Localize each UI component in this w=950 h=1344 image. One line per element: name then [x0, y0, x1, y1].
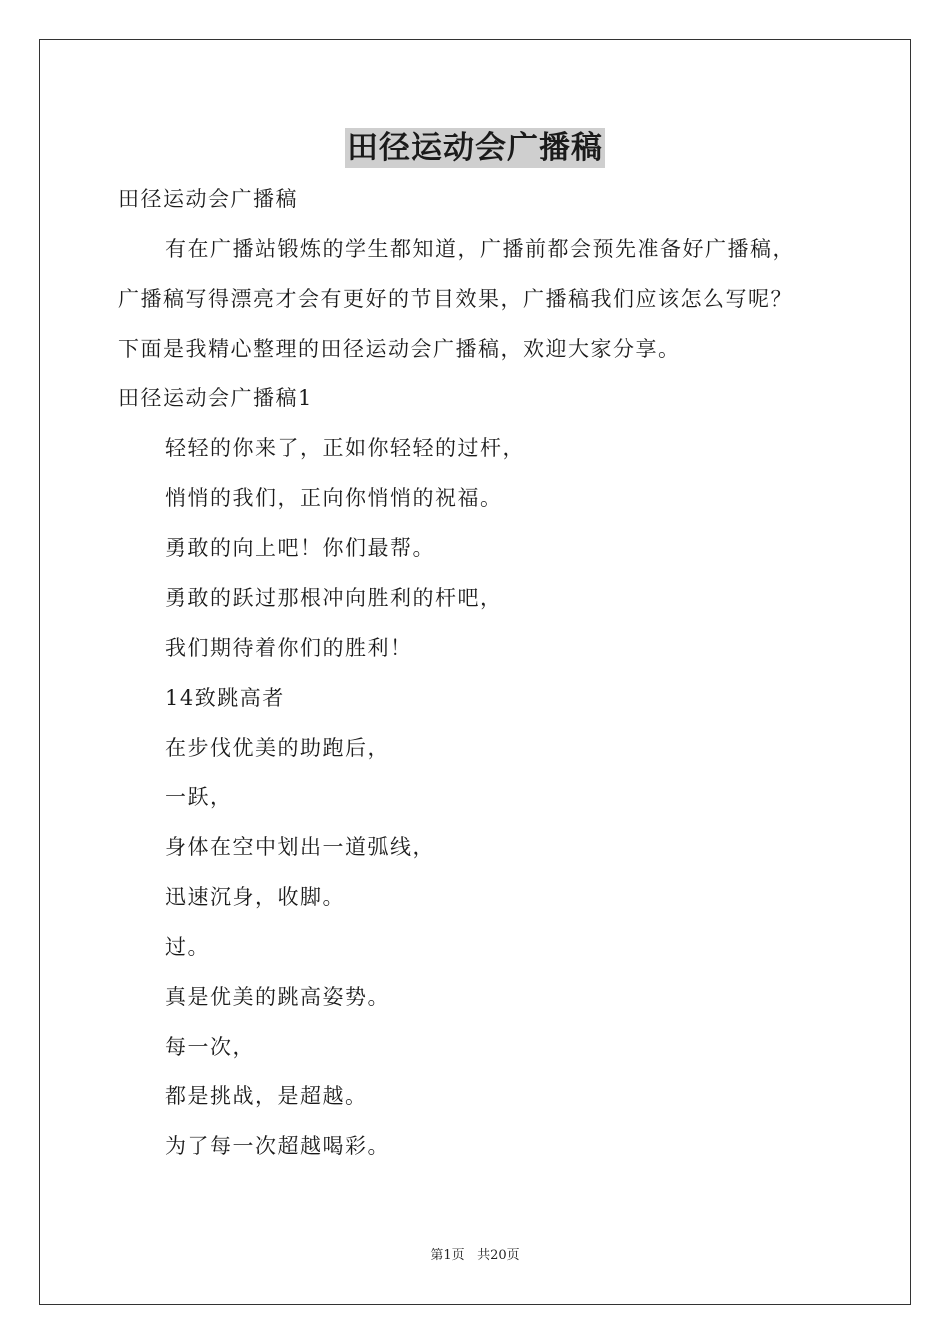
- poem-line: 在步伐优美的助跑后，: [165, 736, 390, 760]
- poem-line: 真是优美的跳高姿势。: [165, 985, 390, 1009]
- page-footer: [0, 1247, 950, 1265]
- page-border: [39, 39, 911, 1305]
- poem-line: 勇敢的向上吧！你们最帮。: [165, 536, 435, 560]
- poem-line: 身体在空中划出一道弧线，: [165, 835, 435, 859]
- poem-line: 我们期待着你们的胜利！: [165, 636, 413, 660]
- intro-line: 有在广播站锻炼的学生都知道，广播前都会预先准备好广播稿，: [165, 237, 795, 261]
- poem-line: 为了每一次超越喝彩。: [165, 1134, 390, 1158]
- document-title: 田径运动会广播稿: [347, 130, 603, 166]
- page-number: 第1页: [430, 1248, 465, 1263]
- document-subtitle: 田径运动会广播稿: [118, 187, 298, 211]
- poem-line: 迅速沉身，收脚。: [165, 885, 345, 909]
- section-heading: 田径运动会广播稿1: [118, 386, 313, 410]
- page-total: 共20页: [477, 1248, 520, 1263]
- poem-line: 过。: [165, 935, 210, 959]
- poem-line: 悄悄的我们，正向你悄悄的祝福。: [165, 486, 503, 510]
- poem-line: 勇敢的跃过那根冲向胜利的杆吧，: [165, 586, 503, 610]
- intro-line: 下面是我精心整理的田径运动会广播稿，欢迎大家分享。: [118, 337, 681, 361]
- poem-line: 14致跳高者: [165, 686, 285, 710]
- poem-line: 一跃，: [165, 785, 233, 809]
- intro-line: 广播稿写得漂亮才会有更好的节目效果，广播稿我们应该怎么写呢？: [118, 287, 793, 311]
- poem-line: 每一次，: [165, 1035, 255, 1059]
- poem-line: 轻轻的你来了，正如你轻轻的过杆，: [165, 436, 525, 460]
- title-container: [0, 128, 950, 168]
- poem-line: 都是挑战，是超越。: [165, 1084, 368, 1108]
